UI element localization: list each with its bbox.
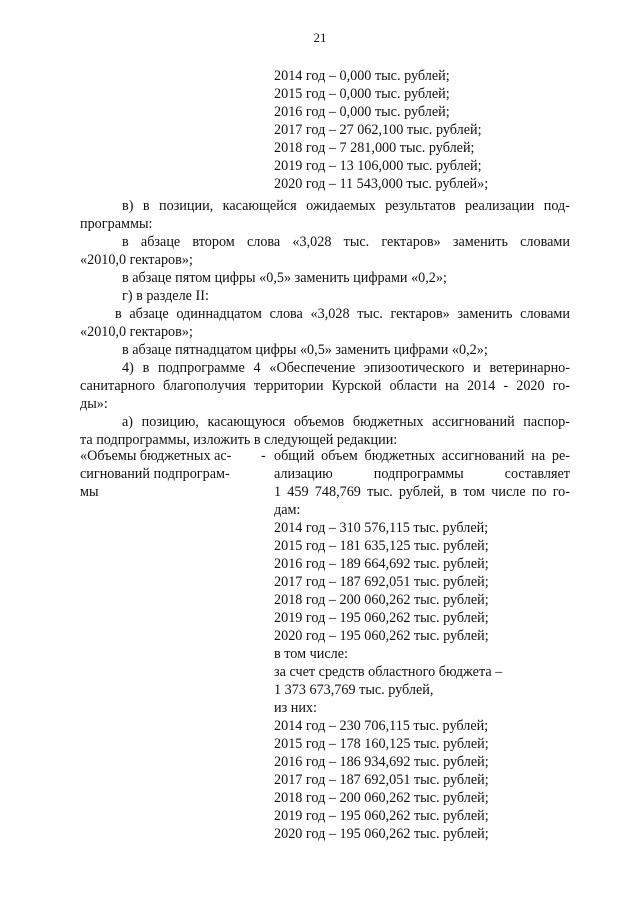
regional-year-line: 2018 год – 200 060,262 тыс. рублей;: [274, 790, 489, 806]
total-year-line: 2018 год – 200 060,262 тыс. рублей;: [274, 592, 489, 608]
regional-budget-line2: 1 373 673,769 тыс. рублей,: [274, 682, 434, 698]
paragraph-v-line2: программы:: [80, 216, 153, 232]
left-col-line3: мы: [80, 484, 99, 500]
paragraph-a-line1: а) позицию, касающуюся объемов бюджетных ассигнований паспор-: [122, 414, 570, 430]
total-year-line: 2017 год – 187 692,051 тыс. рублей;: [274, 574, 489, 590]
left-col-line2: сигнований подпрограм-: [80, 466, 230, 482]
total-year-line: 2020 год – 195 060,262 тыс. рублей;: [274, 628, 489, 644]
top-year-line: 2017 год – 27 062,100 тыс. рублей;: [274, 122, 482, 138]
total-year-line: 2015 год – 181 635,125 тыс. рублей;: [274, 538, 489, 554]
paragraph-abz15: в абзаце пятнадцатом цифры «0,5» заменить цифрами «0,2»;: [122, 342, 488, 358]
right-intro-line3: 1 459 748,769 тыс. рублей, в том числе по го-: [274, 484, 570, 500]
right-intro-line4: дам:: [274, 502, 301, 518]
left-col-dash: -: [261, 448, 266, 464]
paragraph-4-line2: санитарного благополучия территории Курской области на 2014 - 2020 го-: [80, 378, 570, 394]
top-year-line: 2016 год – 0,000 тыс. рублей;: [274, 104, 450, 120]
regional-year-line: 2015 год – 178 160,125 тыс. рублей;: [274, 736, 489, 752]
page-number: 21: [313, 30, 327, 45]
top-year-line: 2015 год – 0,000 тыс. рублей;: [274, 86, 450, 102]
paragraph-abz2-line1: в абзаце втором слова «3,028 тыс. гектаров» заменить словами: [122, 234, 570, 250]
total-year-line: 2016 год – 189 664,692 тыс. рублей;: [274, 556, 489, 572]
right-intro-line2: ализацию подпрограммы составляет: [274, 466, 570, 482]
regional-budget-line1: за счет средств областного бюджета –: [274, 664, 503, 680]
paragraph-4-line1: 4) в подпрограмме 4 «Обеспечение эпизоотического и ветеринарно-: [122, 360, 570, 376]
regional-year-line: 2017 год – 187 692,051 тыс. рублей;: [274, 772, 489, 788]
top-year-line: 2014 год – 0,000 тыс. рублей;: [274, 68, 450, 84]
paragraph-abz5: в абзаце пятом цифры «0,5» заменить цифрами «0,2»;: [122, 270, 447, 286]
total-year-line: 2019 год – 195 060,262 тыс. рублей;: [274, 610, 489, 626]
top-year-line: 2020 год – 11 543,000 тыс. рублей»;: [274, 176, 489, 192]
paragraph-v-line1: в) в позиции, касающейся ожидаемых результатов реализации под-: [122, 198, 570, 214]
paragraph-abz11-line1: в абзаце одиннадцатом слова «3,028 тыс. гектаров» заменить словами: [115, 306, 570, 322]
left-col-line1: «Объемы бюджетных ас-: [80, 448, 232, 464]
total-year-line: 2014 год – 310 576,115 тыс. рублей;: [274, 520, 489, 536]
right-intro-line1: общий объем бюджетных ассигнований на ре-: [274, 448, 570, 464]
regional-year-line: 2016 год – 186 934,692 тыс. рублей;: [274, 754, 489, 770]
paragraph-g: г) в разделе II:: [122, 288, 209, 304]
paragraph-abz11-line2: «2010,0 гектаров»;: [80, 324, 193, 340]
including-label: в том числе:: [274, 646, 348, 662]
regional-year-line: 2020 год – 195 060,262 тыс. рублей;: [274, 826, 489, 842]
paragraph-4-line3: ды»:: [80, 396, 108, 412]
regional-year-line: 2014 год – 230 706,115 тыс. рублей;: [274, 718, 489, 734]
paragraph-a-line2: та подпрограммы, изложить в следующей редакции:: [80, 432, 398, 448]
of-them-label: из них:: [274, 700, 317, 716]
paragraph-abz2-line2: «2010,0 гектаров»;: [80, 252, 193, 268]
regional-year-line: 2019 год – 195 060,262 тыс. рублей;: [274, 808, 489, 824]
top-year-line: 2019 год – 13 106,000 тыс. рублей;: [274, 158, 482, 174]
top-year-line: 2018 год – 7 281,000 тыс. рублей;: [274, 140, 475, 156]
